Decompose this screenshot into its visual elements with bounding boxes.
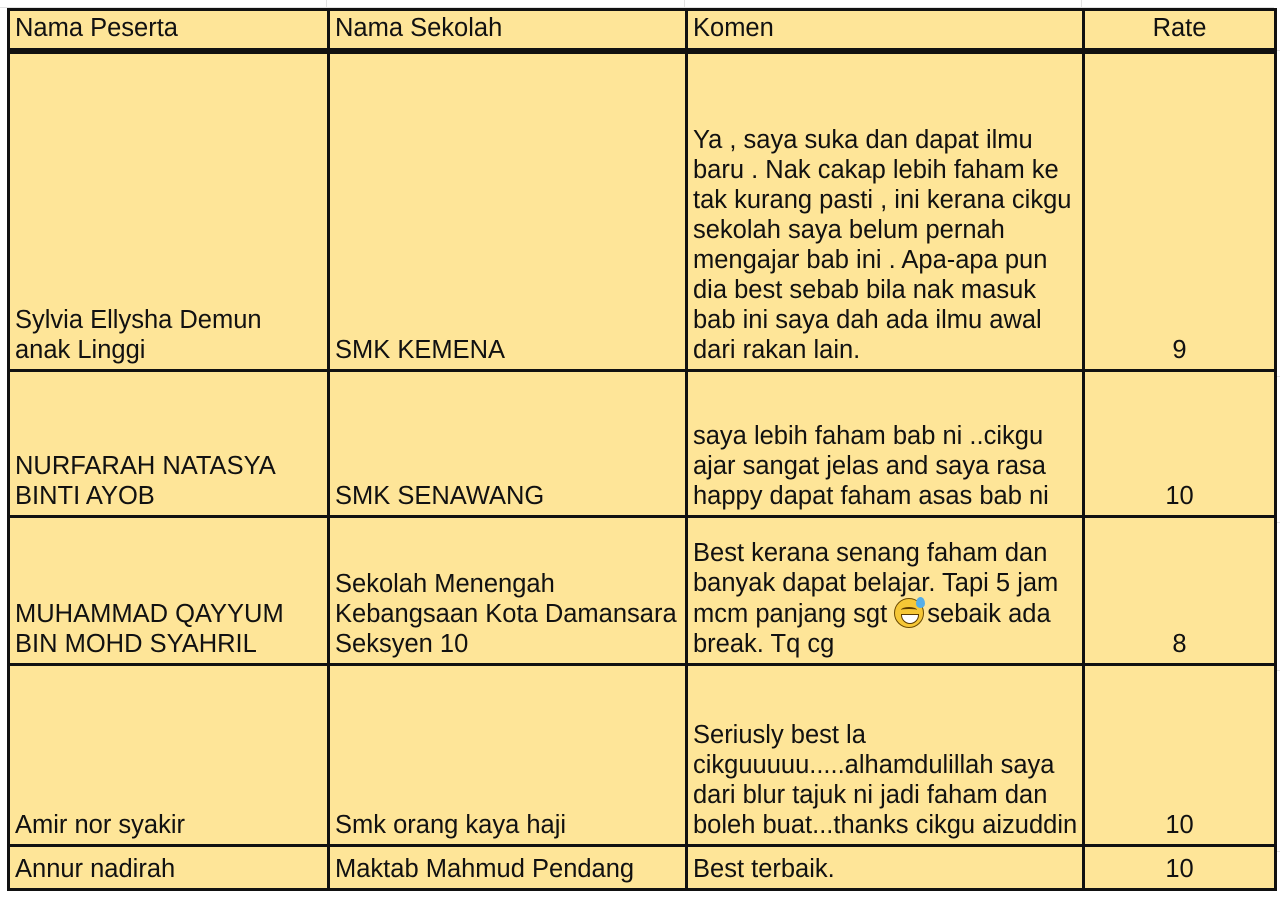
cell-nama-sekolah[interactable]: SMK SENAWANG: [329, 371, 687, 517]
cell-rate[interactable]: 8: [1084, 517, 1276, 665]
cell-komen[interactable]: saya lebih faham bab ni ..cikgu ajar sangat jelas and saya rasa happy dapat faham asas bab ni: [687, 371, 1084, 517]
cell-rate[interactable]: 10: [1084, 371, 1276, 517]
cell-nama-peserta[interactable]: MUHAMMAD QAYYUM BIN MOHD SYAHRIL: [9, 517, 329, 665]
cell-nama-peserta[interactable]: Sylvia Ellysha Demun anak Linggi: [9, 51, 329, 371]
cell-rate[interactable]: 10: [1084, 665, 1276, 846]
cell-komen[interactable]: Seriusly best la cikguuuuu.....alhamdulillah saya dari blur tajuk ni jadi faham dan boleh buat...thanks cikgu aizuddin: [687, 665, 1084, 846]
header-komen[interactable]: Komen: [687, 10, 1084, 51]
cell-rate[interactable]: 10: [1084, 846, 1276, 890]
cell-komen[interactable]: Ya , saya suka dan dapat ilmu baru . Nak cakap lebih faham ke tak kurang pasti , ini kerana cikgu sekolah saya belum pernah mengajar bab ini . Apa-apa pun dia best sebab bila nak masuk bab ini saya dah ada ilmu awal dari rakan lain.: [687, 51, 1084, 371]
cell-rate[interactable]: 9: [1084, 51, 1276, 371]
header-nama-peserta[interactable]: Nama Peserta: [9, 10, 329, 51]
table-row: [9, 846, 1276, 890]
komen-text: sebaik ada break. Tq cg: [693, 600, 1051, 658]
komen-text: Best kerana senang faham dan banyak dapat belajar. Tapi 5 jam mcm panjang sgt: [693, 539, 1059, 628]
cell-nama-peserta[interactable]: NURFARAH NATASYA BINTI AYOB: [9, 371, 329, 517]
header-nama-sekolah[interactable]: Nama Sekolah: [329, 10, 687, 51]
cell-nama-sekolah[interactable]: Sekolah Menengah Kebangsaan Kota Damansara Seksyen 10: [329, 517, 687, 665]
cell-komen[interactable]: [687, 517, 1084, 665]
hidden-row-strip: [0, 0, 1280, 8]
feedback-table: [7, 8, 1277, 891]
table-row: [9, 517, 1276, 665]
table-row: [9, 665, 1276, 846]
cell-nama-peserta[interactable]: Amir nor syakir: [9, 665, 329, 846]
grinning-sweat-emoji-icon: [894, 598, 924, 628]
cell-nama-sekolah[interactable]: SMK KEMENA: [329, 51, 687, 371]
cell-komen[interactable]: Best terbaik.: [687, 846, 1084, 890]
cell-nama-sekolah[interactable]: Maktab Mahmud Pendang: [329, 846, 687, 890]
header-rate[interactable]: Rate: [1084, 10, 1276, 51]
header-row: [9, 10, 1276, 51]
table-row: [9, 371, 1276, 517]
cell-nama-sekolah[interactable]: Smk orang kaya haji: [329, 665, 687, 846]
cell-nama-peserta[interactable]: Annur nadirah: [9, 846, 329, 890]
table-row: [9, 51, 1276, 371]
